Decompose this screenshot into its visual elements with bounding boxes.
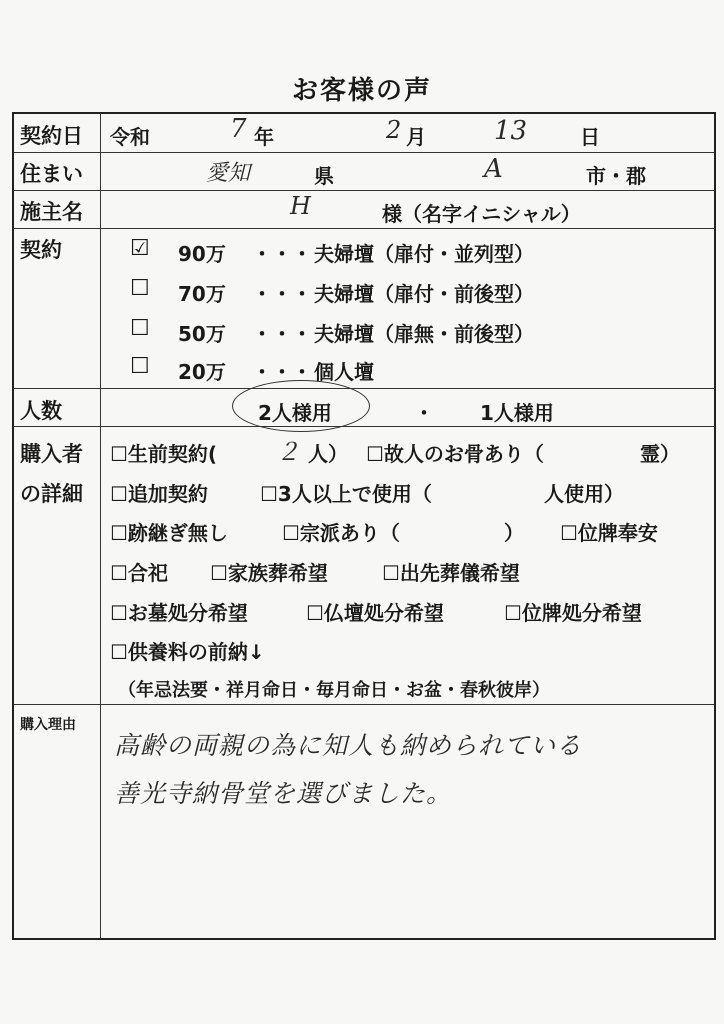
era-text: 令和 <box>110 125 150 149</box>
owner-label: 施主名 <box>20 200 83 224</box>
city-handwritten: A <box>484 154 503 184</box>
offsite-funeral-checkbox[interactable]: ☐出先葬儀希望 <box>382 561 520 585</box>
remains-checkbox[interactable]: ☐故人のお骨あり（ <box>366 442 544 466</box>
prefecture-handwritten: 愛知 <box>206 161 251 186</box>
owner-initial-handwritten: H <box>290 192 311 220</box>
ihai-enshrine-checkbox[interactable]: ☐位牌奉安 <box>560 521 658 545</box>
people-label: 人数 <box>20 399 62 423</box>
row-divider <box>14 228 714 229</box>
reason-label: 購入理由 <box>20 717 76 733</box>
prefecture-unit: 県 <box>314 164 334 188</box>
three-plus-unit: 人使用） <box>544 482 624 506</box>
row-divider <box>14 426 714 427</box>
pre-contract-unit: 人） <box>308 442 348 466</box>
month-unit: 月 <box>406 125 426 149</box>
option-price: 70万 <box>178 282 226 306</box>
details-label-line2: の詳細 <box>20 482 83 506</box>
contract-label: 契約 <box>20 238 62 262</box>
year-handwritten: 7 <box>230 114 247 144</box>
option-price: 50万 <box>178 322 226 346</box>
row-divider <box>14 152 714 153</box>
no-successor-checkbox[interactable]: ☐跡継ぎ無し <box>110 521 228 545</box>
row-divider <box>14 388 714 389</box>
day-unit: 日 <box>580 125 600 149</box>
pre-contract-checkbox[interactable]: ☐生前契約( <box>110 442 218 466</box>
option-description: 夫婦壇（扉付・前後型） <box>314 282 534 306</box>
joint-burial-checkbox[interactable]: ☐合祀 <box>110 561 168 585</box>
option-price: 20万 <box>178 360 226 384</box>
reason-line1-handwritten: 高齢の両親の為に知人も納められている <box>114 731 583 760</box>
checkbox[interactable]: ☐ <box>130 316 150 341</box>
checkbox[interactable]: ☐ <box>130 354 150 379</box>
reason-line2-handwritten: 善光寺納骨堂を選びました。 <box>114 779 453 808</box>
month-handwritten: 2 <box>386 116 402 144</box>
label-column-divider <box>100 114 101 938</box>
checkbox[interactable]: ☐ <box>130 276 150 301</box>
one-person-option[interactable]: 1人様用 <box>480 401 554 425</box>
people-separator: ・ <box>414 401 434 425</box>
option-dots: ・・・ <box>252 322 312 346</box>
option-dots: ・・・ <box>252 282 312 306</box>
sect-checkbox[interactable]: ☐宗派あり（ <box>282 521 400 545</box>
option-description: 夫婦壇（扉無・前後型） <box>314 322 534 346</box>
grave-disposal-checkbox[interactable]: ☐お墓処分希望 <box>110 601 248 625</box>
year-unit: 年 <box>254 125 274 149</box>
option-description: 夫婦壇（扉付・並列型） <box>314 242 534 266</box>
date-label: 契約日 <box>20 124 83 148</box>
altar-disposal-checkbox[interactable]: ☐仏壇処分希望 <box>306 601 444 625</box>
prepay-checkbox[interactable]: ☐供養料の前納↓ <box>110 640 265 664</box>
remains-unit: 霊） <box>640 442 680 466</box>
checkbox-checked[interactable]: ☑ <box>130 236 150 261</box>
family-funeral-checkbox[interactable]: ☐家族葬希望 <box>210 561 328 585</box>
option-dots: ・・・ <box>252 360 312 384</box>
page-title: お客様の声 <box>291 76 432 106</box>
row-divider <box>14 190 714 191</box>
ihai-disposal-checkbox[interactable]: ☐位牌処分希望 <box>504 601 642 625</box>
day-handwritten: 13 <box>494 116 528 146</box>
address-label: 住まい <box>20 162 83 186</box>
three-plus-checkbox[interactable]: ☐3人以上で使用（ <box>260 482 432 506</box>
option-price: 90万 <box>178 242 226 266</box>
owner-suffix: 様（名字イニシャル） <box>382 202 581 226</box>
survey-form <box>12 112 716 940</box>
option-dots: ・・・ <box>252 242 312 266</box>
option-description: 個人壇 <box>314 360 374 384</box>
details-label-line1: 購入者 <box>20 442 83 466</box>
city-unit: 市・郡 <box>586 164 646 188</box>
memorial-list: （年忌法要・祥月命日・毎月命日・お盆・春秋彼岸） <box>118 680 550 701</box>
additional-contract-checkbox[interactable]: ☐追加契約 <box>110 482 208 506</box>
pre-contract-count-handwritten: ２ <box>276 438 300 466</box>
row-divider <box>14 704 714 705</box>
two-person-option[interactable]: 2人様用 <box>258 401 332 425</box>
sect-close: ） <box>504 521 524 545</box>
